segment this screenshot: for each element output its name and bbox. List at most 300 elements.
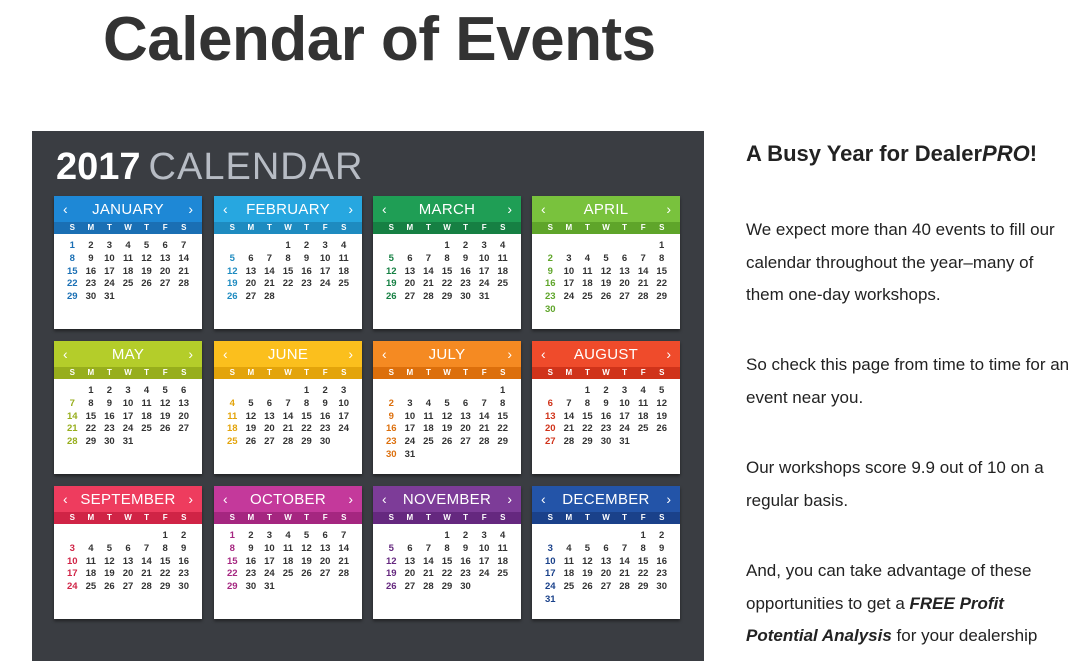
day-number: 9: [462, 252, 469, 264]
day-number: 29: [441, 291, 453, 303]
day-number: 6: [248, 252, 254, 264]
weekday-label: M: [87, 223, 95, 232]
day-number: 1: [584, 385, 591, 396]
day-number: 24: [619, 423, 630, 435]
day-number: 11: [85, 555, 96, 567]
day-number: 27: [460, 436, 471, 448]
weekday-label: M: [406, 368, 414, 377]
day-number: 13: [245, 265, 257, 277]
chevron-left-icon: ‹: [541, 346, 546, 362]
weekday-label: T: [426, 513, 431, 522]
empty-day: [541, 385, 560, 398]
weekday-label: S: [69, 223, 75, 232]
day-number: 9: [462, 542, 469, 554]
day-number: 24: [544, 581, 556, 593]
weekday-label: F: [162, 368, 168, 377]
day-number: 25: [497, 278, 508, 290]
weekday-row: [532, 222, 680, 234]
day-number: 6: [407, 542, 413, 554]
empty-day: [401, 530, 420, 543]
day-number: 24: [122, 423, 134, 435]
day-number: 2: [388, 397, 394, 409]
day-number: 29: [656, 291, 667, 303]
empty-day: [242, 240, 261, 253]
day-number: 31: [478, 291, 490, 303]
day-number: 7: [481, 397, 487, 409]
day-number: 26: [104, 581, 115, 593]
day-number: 9: [322, 397, 328, 409]
weekday-label: T: [144, 368, 150, 377]
chevron-right-icon: ›: [507, 346, 512, 362]
empty-day: [634, 240, 653, 253]
day-number: 6: [621, 252, 628, 264]
day-number: 6: [462, 397, 469, 409]
day-number: 13: [619, 265, 630, 277]
weekday-label: S: [388, 368, 394, 377]
day-number: 12: [385, 265, 397, 277]
weekday-label: M: [406, 223, 414, 232]
day-number: 13: [159, 252, 171, 264]
weekday-label: S: [341, 513, 347, 522]
weekday-label: T: [144, 513, 150, 522]
day-number: 12: [600, 265, 612, 277]
calendar-heading: [56, 145, 364, 189]
day-number: 30: [104, 436, 115, 448]
month-header: [54, 486, 202, 512]
month-name: DECEMBER: [562, 490, 650, 508]
month-card-april: [532, 196, 680, 329]
day-number: 22: [441, 568, 453, 580]
weekday-label: S: [69, 368, 75, 377]
day-grid: [54, 379, 202, 449]
weekday-row: [214, 222, 362, 234]
day-number: 24: [563, 291, 575, 303]
weekday-label: S: [500, 368, 506, 377]
day-number: 15: [637, 555, 649, 567]
day-number: 23: [656, 568, 667, 580]
month-name: AUGUST: [573, 345, 639, 363]
day-number: 20: [544, 423, 556, 435]
day-number: 8: [659, 252, 665, 264]
day-number: 4: [143, 385, 150, 396]
day-number: 6: [407, 252, 413, 264]
day-number: 10: [104, 252, 115, 264]
day-number: 20: [178, 410, 189, 422]
day-number: 19: [104, 568, 115, 580]
day-number: 21: [338, 555, 349, 567]
month-name: SEPTEMBER: [80, 490, 176, 508]
weekday-label: T: [463, 368, 469, 377]
weekday-label: T: [585, 513, 590, 522]
day-number: 18: [423, 423, 434, 435]
day-number: 15: [441, 555, 453, 567]
empty-day: [382, 385, 401, 398]
chevron-right-icon: ›: [666, 491, 671, 507]
day-number: 21: [264, 278, 275, 290]
weekday-label: T: [267, 223, 272, 232]
day-grid: [532, 379, 680, 449]
day-number: 14: [423, 265, 434, 277]
month-card-february: [214, 196, 362, 329]
day-number: 6: [181, 385, 187, 396]
day-number: 10: [122, 397, 134, 409]
day-number: 22: [582, 423, 593, 435]
day-number: 30: [656, 581, 667, 593]
day-number: 28: [264, 291, 275, 303]
day-number: 5: [106, 542, 113, 554]
day-number: 1: [229, 530, 235, 541]
day-number: 26: [441, 436, 453, 448]
empty-day: [119, 530, 138, 543]
day-number: 16: [600, 410, 612, 422]
empty-day: [260, 385, 279, 398]
month-header: [54, 196, 202, 222]
day-number: 24: [338, 423, 349, 435]
empty-day: [223, 240, 242, 253]
weekday-label: W: [124, 513, 132, 522]
day-number: 27: [404, 291, 416, 303]
paragraph-events: We expect more than 40 events to fill our calendar throughout the year–many of them one-day workshops.: [746, 220, 1055, 304]
day-number: 25: [423, 436, 434, 448]
weekday-label: T: [107, 513, 112, 522]
offer-highlight: FREE Profit Potential Analysis: [746, 593, 1004, 645]
weekday-label: F: [322, 368, 328, 377]
weekday-label: W: [124, 368, 132, 377]
day-number: 18: [282, 555, 294, 567]
day-number: 28: [141, 581, 152, 593]
day-number: 5: [444, 397, 450, 409]
month-header: [532, 196, 680, 222]
day-number: 13: [544, 410, 556, 422]
chevron-left-icon: ‹: [382, 201, 387, 217]
chevron-left-icon: ‹: [63, 491, 68, 507]
day-number: 21: [141, 568, 152, 580]
day-number: 31: [122, 436, 134, 448]
weekday-label: W: [602, 368, 610, 377]
weekday-label: M: [406, 513, 414, 522]
day-number: 26: [582, 581, 593, 593]
chevron-right-icon: ›: [348, 346, 353, 362]
day-number: 21: [619, 568, 630, 580]
weekday-label: T: [426, 223, 431, 232]
empty-day: [419, 385, 438, 398]
day-number: 1: [69, 240, 75, 251]
month-card-december: [532, 486, 680, 619]
chevron-left-icon: ‹: [63, 346, 68, 362]
day-number: 13: [319, 542, 331, 554]
day-number: 3: [566, 252, 572, 264]
day-grid: [532, 524, 680, 607]
day-number: 21: [423, 568, 434, 580]
day-number: 28: [423, 581, 434, 593]
day-number: 21: [478, 423, 490, 435]
day-number: 23: [104, 423, 115, 435]
day-number: 16: [460, 265, 471, 277]
chevron-right-icon: ›: [507, 201, 512, 217]
day-number: 7: [566, 397, 572, 409]
day-number: 29: [159, 581, 171, 593]
day-number: 23: [245, 568, 257, 580]
weekday-row: [214, 512, 362, 524]
weekday-label: M: [247, 223, 255, 232]
day-number: 4: [584, 252, 591, 264]
day-number: 5: [659, 385, 665, 396]
day-number: 24: [66, 581, 78, 593]
weekday-label: S: [69, 513, 75, 522]
weekday-row: [532, 367, 680, 379]
weekday-label: T: [304, 368, 310, 377]
day-number: 23: [544, 291, 556, 303]
day-number: 30: [460, 581, 471, 593]
weekday-label: F: [640, 223, 646, 232]
day-number: 20: [159, 265, 171, 277]
day-number: 16: [385, 423, 397, 435]
day-number: 2: [106, 385, 113, 396]
day-number: 4: [285, 530, 291, 541]
weekday-label: W: [443, 368, 451, 377]
day-number: 5: [584, 542, 591, 554]
weekday-label: S: [500, 513, 506, 522]
month-name: OCTOBER: [249, 490, 326, 508]
day-number: 1: [640, 530, 646, 541]
weekday-label: T: [622, 368, 628, 377]
day-number: 11: [563, 555, 574, 567]
day-number: 31: [104, 291, 115, 303]
day-number: 9: [248, 542, 254, 554]
empty-day: [419, 530, 438, 543]
day-number: 16: [85, 265, 97, 277]
day-number: 1: [500, 385, 506, 396]
day-number: 12: [104, 555, 115, 567]
day-number: 30: [319, 436, 331, 448]
day-number: 5: [603, 252, 609, 264]
empty-day: [578, 530, 597, 543]
day-number: 21: [423, 278, 434, 290]
empty-day: [382, 240, 401, 253]
day-number: 21: [282, 423, 294, 435]
day-number: 12: [441, 410, 453, 422]
weekday-label: F: [640, 368, 646, 377]
day-number: 21: [178, 265, 189, 277]
day-number: 18: [497, 265, 508, 277]
empty-day: [382, 530, 401, 543]
day-number: 25: [582, 291, 593, 303]
day-number: 27: [159, 278, 171, 290]
empty-day: [597, 240, 616, 253]
weekday-label: W: [443, 223, 451, 232]
month-header: [373, 486, 521, 512]
month-name: JUNE: [267, 345, 309, 363]
day-number: 10: [544, 555, 556, 567]
chevron-right-icon: ›: [188, 491, 193, 507]
empty-day: [578, 240, 597, 253]
day-number: 5: [248, 397, 254, 409]
day-number: 12: [301, 542, 312, 554]
day-number: 8: [162, 542, 168, 554]
day-number: 14: [178, 252, 189, 264]
weekday-label: T: [622, 223, 628, 232]
day-number: 11: [497, 542, 508, 554]
day-number: 20: [404, 278, 416, 290]
day-number: 18: [141, 410, 152, 422]
day-number: 12: [226, 265, 238, 277]
day-number: 26: [159, 423, 171, 435]
empty-day: [63, 530, 82, 543]
day-number: 8: [584, 397, 591, 409]
day-number: 10: [338, 397, 349, 409]
empty-day: [597, 530, 616, 543]
weekday-row: [373, 512, 521, 524]
day-number: 6: [125, 542, 131, 554]
weekday-label: S: [547, 513, 553, 522]
day-number: 11: [282, 542, 294, 554]
day-number: 19: [245, 423, 257, 435]
day-number: 1: [444, 240, 450, 251]
day-grid: [373, 379, 521, 462]
weekday-label: S: [181, 223, 187, 232]
day-grid: [214, 524, 362, 594]
chevron-right-icon: ›: [188, 346, 193, 362]
weekday-label: M: [87, 513, 95, 522]
month-card-november: [373, 486, 521, 619]
weekday-label: S: [229, 513, 235, 522]
day-number: 28: [66, 436, 78, 448]
day-number: 3: [125, 385, 131, 396]
month-header: [214, 196, 362, 222]
weekday-label: T: [304, 513, 310, 522]
weekday-row: [54, 367, 202, 379]
day-number: 13: [600, 555, 612, 567]
empty-day: [541, 530, 560, 543]
day-number: 31: [404, 448, 416, 460]
day-number: 30: [544, 303, 556, 315]
day-number: 30: [178, 581, 189, 593]
day-number: 23: [460, 278, 471, 290]
day-number: 22: [226, 568, 238, 580]
day-number: 12: [245, 410, 257, 422]
day-number: 24: [104, 278, 115, 290]
day-number: 5: [388, 542, 394, 554]
day-grid: [373, 234, 521, 304]
day-number: 27: [264, 436, 275, 448]
month-card-may: [54, 341, 202, 474]
chevron-right-icon: ›: [666, 346, 671, 362]
day-number: 3: [407, 397, 413, 409]
weekday-label: S: [547, 368, 553, 377]
day-number: 15: [656, 265, 667, 277]
day-number: 14: [619, 555, 630, 567]
weekday-row: [54, 512, 202, 524]
day-number: 21: [637, 278, 649, 290]
day-number: 11: [122, 252, 134, 264]
day-number: 19: [159, 410, 171, 422]
day-number: 14: [338, 542, 349, 554]
weekday-label: S: [341, 223, 347, 232]
chevron-right-icon: ›: [666, 201, 671, 217]
day-number: 3: [322, 240, 328, 251]
empty-day: [475, 385, 494, 398]
weekday-label: W: [602, 513, 610, 522]
day-number: 8: [229, 542, 235, 554]
month-header: [532, 341, 680, 367]
day-number: 18: [582, 278, 593, 290]
day-number: 7: [69, 397, 75, 409]
weekday-label: F: [162, 223, 168, 232]
weekday-label: M: [565, 223, 573, 232]
day-number: 21: [66, 423, 78, 435]
day-number: 18: [226, 423, 238, 435]
empty-day: [137, 530, 156, 543]
day-number: 18: [122, 265, 134, 277]
day-number: 15: [582, 410, 593, 422]
day-number: 8: [69, 252, 75, 264]
day-number: 20: [404, 568, 416, 580]
day-number: 16: [656, 555, 667, 567]
day-number: 10: [66, 555, 78, 567]
day-number: 29: [441, 581, 453, 593]
day-number: 13: [404, 555, 416, 567]
day-number: 2: [322, 385, 328, 396]
day-number: 26: [226, 291, 238, 303]
day-number: 10: [478, 252, 490, 264]
empty-day: [560, 240, 579, 253]
day-number: 16: [178, 555, 189, 567]
day-number: 15: [497, 410, 508, 422]
weekday-label: S: [547, 223, 553, 232]
day-number: 30: [245, 581, 257, 593]
chevron-left-icon: ‹: [223, 491, 228, 507]
day-number: 26: [385, 581, 397, 593]
empty-day: [401, 240, 420, 253]
day-number: 19: [600, 278, 612, 290]
day-number: 4: [229, 397, 235, 409]
empty-day: [401, 385, 420, 398]
weekday-label: W: [284, 223, 292, 232]
day-number: 7: [285, 397, 291, 409]
weekday-label: W: [443, 513, 451, 522]
day-number: 7: [425, 252, 432, 264]
month-header: [214, 486, 362, 512]
day-number: 2: [181, 530, 187, 541]
day-number: 21: [563, 423, 575, 435]
day-number: 26: [301, 568, 312, 580]
day-number: 30: [600, 436, 612, 448]
day-number: 17: [319, 265, 331, 277]
weekday-label: F: [481, 513, 487, 522]
weekday-row: [373, 367, 521, 379]
day-number: 9: [547, 265, 553, 277]
day-number: 17: [563, 278, 575, 290]
day-number: 29: [66, 291, 78, 303]
day-number: 8: [640, 542, 646, 554]
weekday-label: T: [463, 513, 469, 522]
day-number: 16: [544, 278, 556, 290]
day-number: 19: [385, 568, 397, 580]
day-number: 20: [245, 278, 257, 290]
weekday-row: [373, 222, 521, 234]
day-number: 7: [181, 240, 187, 251]
day-number: 18: [338, 265, 349, 277]
day-number: 19: [141, 265, 152, 277]
day-number: 6: [266, 397, 273, 409]
day-number: 28: [282, 436, 294, 448]
month-name: APRIL: [583, 200, 629, 218]
weekday-label: F: [322, 223, 328, 232]
day-number: 13: [460, 410, 471, 422]
day-number: 20: [619, 278, 630, 290]
empty-day: [541, 240, 560, 253]
day-number: 4: [640, 385, 646, 396]
